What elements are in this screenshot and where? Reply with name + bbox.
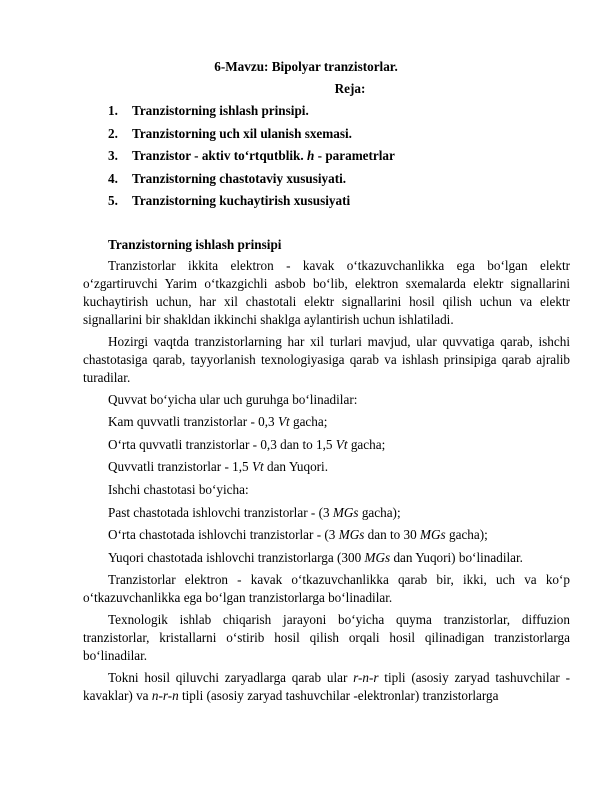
list-text: Tranzistorning ishlash prinsipi. xyxy=(132,103,309,118)
list-text-italic: h xyxy=(306,148,315,164)
list-number: 1. xyxy=(108,103,118,118)
list-item xyxy=(108,192,395,215)
list-item xyxy=(108,147,395,170)
list-text: - parametrlar xyxy=(314,148,395,164)
list-text: Tranzistorning chastotaviy xususiyati. xyxy=(132,170,347,186)
plan-heading: Reja: xyxy=(334,81,366,96)
list-text: Tranzistorning uch xil ulanish sxemasi. xyxy=(132,125,352,141)
list-item xyxy=(108,170,395,193)
list-number: 5. xyxy=(108,193,118,209)
list-item xyxy=(108,102,395,125)
paragraph: Tranzistorlar elektron - kavak o‘tkazuvchanlikka qarab bir, ikki, uch va ko‘p o‘tkazuvchanlikka ega bo‘lgan tranzistorlarga bo‘linadilar. xyxy=(83,572,570,606)
paragraph: O‘rta quvvatli tranzistorlar - 0,3 dan to 1,5 Vt gacha; xyxy=(108,436,386,452)
list-item xyxy=(108,125,395,148)
list-text: Tranzistorning kuchaytirish xususiyati xyxy=(132,193,351,209)
paragraph: Tranzistorlar ikkita elektron - kavak o‘tkazuvchanlikka ega bo‘lgan elektr o‘zgartiruvchi Yarim o‘tkazgichli asbob bo‘lib, elektron sxemalarda elektr signallarini kuchaytirish uchun, har xil chastotali elektr signallarini hosil qilish uchun va elektr signallarini bir shakldan ikkinchi shaklga aylantirish uchun ishlatiladi. xyxy=(83,258,570,327)
paragraph: Hozirgi vaqtda tranzistorlarning har xil turlari mavjud, ular quvvatiga qarab, ishchi chastotasiga qarab, tayyorlanish texnologiyasiga qarab va ishlash prinsipiga qarab ajralib turadilar. xyxy=(83,333,570,385)
body-text xyxy=(83,257,570,709)
paragraph: O‘rta chastotada ishlovchi tranzistorlar - (3 MGs dan to 30 MGs gacha); xyxy=(108,527,488,543)
section-heading: Tranzistorning ishlash prinsipi xyxy=(108,237,282,252)
paragraph: Tokni hosil qiluvchi zaryadlarga qarab ular r-n-r tipli (asosiy zaryad tashuvchilar - kavaklar) va n-r-n tipli (asosiy zaryad tashuvchilar -elektronlar) tranzistorlarga xyxy=(83,669,570,703)
list-number: 3. xyxy=(108,148,118,164)
paragraph: Kam quvvatli tranzistorlar - 0,3 Vt gacha; xyxy=(108,414,328,430)
paragraph: Ishchi chastotasi bo‘yicha: xyxy=(108,481,249,497)
paragraph: Quvvat bo‘yicha ular uch guruhga bo‘linadilar: xyxy=(108,391,358,407)
list-number: 4. xyxy=(108,170,118,186)
paragraph: Past chastotada ishlovchi tranzistorlar - (3 MGs gacha); xyxy=(108,504,401,520)
list-number: 2. xyxy=(108,125,118,141)
paragraph: Texnologik ishlab chiqarish jarayoni bo‘yicha quyma tranzistorlar, diffuzion tranzistorlar, kristallarni o‘stirib hosil qilish orqali hosil qilinadigan tranzistorlarga bo‘linadilar. xyxy=(83,612,570,664)
paragraph: Quvvatli tranzistorlar - 1,5 Vt dan Yuqori. xyxy=(108,459,329,475)
paragraph: Yuqori chastotada ishlovchi tranzistorlarga (300 MGs dan Yuqori) bo‘linadilar. xyxy=(108,549,523,565)
list-text: Tranzistor - aktiv to‘rtqutblik. xyxy=(132,148,307,164)
plan-list xyxy=(108,102,395,215)
page-title: 6-Mavzu: Bipolyar tranzistorlar. xyxy=(214,59,398,74)
